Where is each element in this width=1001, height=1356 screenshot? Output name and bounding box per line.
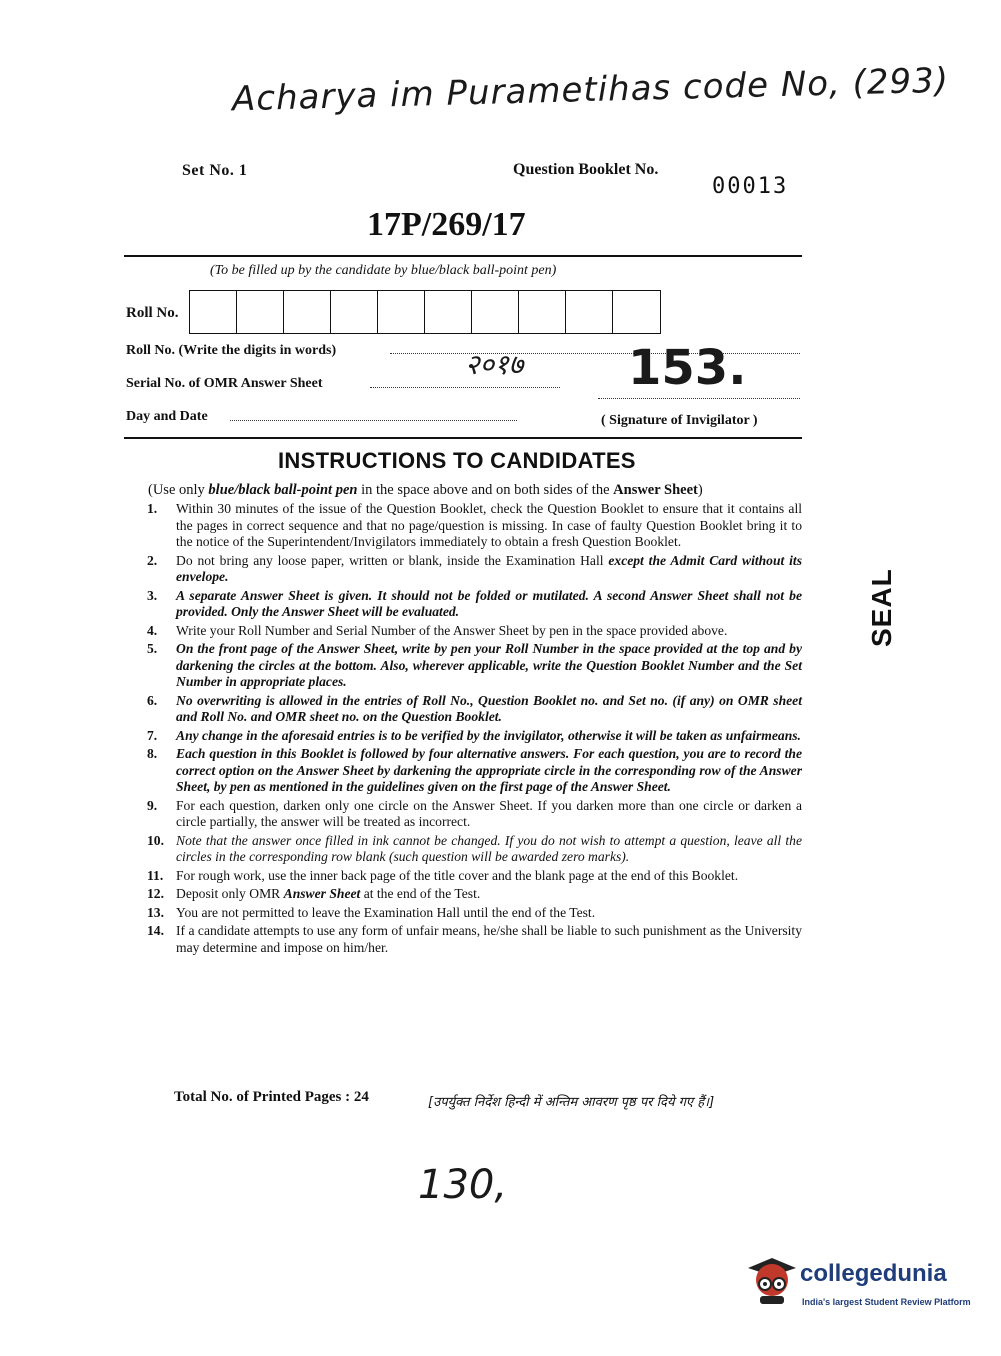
- instruction-text: No overwriting is allowed in the entries of Roll No., Question Booklet no. and Set no. (if any) on OMR sheet and Roll No. and OMR sheet no. on the Question Booklet.: [176, 692, 802, 724]
- instruction-text: If a candidate attempts to use any form of unfair means, he/she shall be liable to such punishment as the University may determine and impose on him/her.: [176, 923, 802, 955]
- instruction-number: 8.: [147, 746, 158, 761]
- instruction-text: A separate Answer Sheet is given. It should not be folded or mutilated. A second Answer Sheet shall not be provided. Only the Answer Sheet will be evaluated.: [176, 587, 802, 619]
- instruction-number: 13.: [147, 904, 164, 920]
- instruction-number: 2.: [147, 552, 158, 568]
- instruction-item: [147, 553, 802, 586]
- instruction-number: 11.: [147, 867, 164, 883]
- instruction-item: [147, 746, 802, 796]
- instruction-item: [147, 833, 802, 866]
- roll-digit-box[interactable]: [566, 291, 613, 333]
- roll-number-boxes[interactable]: [189, 290, 661, 334]
- collegedunia-tagline: India's largest Student Review Platform: [802, 1297, 971, 1307]
- instruction-emphasis: except the Admit Card without its envelope.: [176, 552, 803, 584]
- instruction-plain: Do not bring any loose paper, written or blank, inside the Examination Hall: [176, 552, 609, 568]
- divider-bottom: [124, 437, 802, 439]
- instruction-item: [147, 905, 802, 922]
- instruction-number: 3.: [147, 587, 158, 603]
- intro-text: in the space above and on both sides of the: [357, 482, 614, 498]
- roll-digit-box[interactable]: [519, 291, 566, 333]
- instruction-number: 5.: [147, 641, 158, 656]
- instruction-text: Any change in the aforesaid entries is to be verified by the invigilator, otherwise it will be taken as unfairmeans.: [176, 727, 801, 743]
- instruction-item: [147, 923, 802, 956]
- instruction-item: [147, 728, 802, 745]
- instruction-number: 10.: [147, 832, 164, 848]
- roll-digit-box[interactable]: [284, 291, 331, 333]
- instruction-item: [147, 501, 802, 551]
- instruction-text: On the front page of the Answer Sheet, write by pen your Roll Number in the space provided at the top and by darkening the circles at the bottom. Also, wherever applicable, write the Question Booklet Number and the Set Number in appropriate places.: [176, 641, 802, 689]
- instruction-number: 9.: [147, 797, 158, 813]
- roll-digit-box[interactable]: [425, 291, 472, 333]
- instruction-text: Note that the answer once filled in ink cannot be changed. If you do not wish to attempt a question, leave all the circles in the corresponding row blank (such question will be awarded zero marks).: [176, 832, 802, 864]
- roll-digit-box[interactable]: [613, 291, 660, 333]
- question-booklet-label: Question Booklet No.: [513, 161, 659, 178]
- instruction-text: [176, 553, 802, 586]
- instruction-text: For each question, darken only one circle on the Answer Sheet. If you darken more than one circle or darken a circle partially, the answer will be treated as incorrect.: [176, 797, 802, 829]
- instruction-plain: Deposit only OMR: [176, 886, 284, 901]
- instruction-text: For rough work, use the inner back page of the title cover and the blank page at the end of this Booklet.: [176, 867, 739, 883]
- intro-text: ): [697, 482, 703, 498]
- roll-digit-box[interactable]: [190, 291, 237, 333]
- handwritten-page-number: 130,: [418, 1162, 508, 1208]
- roll-digit-box[interactable]: [378, 291, 425, 333]
- roll-digit-box[interactable]: [331, 291, 378, 333]
- instruction-item: [147, 693, 802, 726]
- instruction-emphasis: Answer Sheet: [283, 886, 361, 901]
- instruction-number: 12.: [147, 886, 164, 901]
- instruction-number: 1.: [147, 501, 158, 516]
- fill-instruction-note: (To be filled up by the candidate by blue/black ball-point pen): [210, 263, 557, 278]
- intro-answer-sheet: Answer Sheet: [613, 482, 698, 498]
- omr-serial-handwritten: 153.: [628, 340, 747, 396]
- roll-number-words-label: Roll No. (Write the digits in words): [126, 343, 337, 358]
- instructions-list: [147, 501, 802, 958]
- instructions-intro: [148, 482, 703, 499]
- invigilator-signature-field[interactable]: [598, 388, 800, 399]
- roll-number-label: Roll No.: [126, 305, 179, 321]
- day-date-label: Day and Date: [126, 409, 208, 424]
- collegedunia-brand: collegedunia: [800, 1260, 947, 1287]
- handwritten-header-note: Acharya im Purametihas code No, (293): [231, 60, 950, 120]
- hindi-instruction-note: [उपर्युक्त निर्देश हिन्दी में अन्तिम आवरण पृष्ठ पर दिये गए हैं।]: [428, 1095, 715, 1110]
- roll-digit-box[interactable]: [472, 291, 519, 333]
- paper-code: 17P/269/17: [367, 206, 526, 243]
- instruction-item: [147, 868, 802, 885]
- instruction-number: 7.: [147, 727, 158, 743]
- omr-serial-label: Serial No. of OMR Answer Sheet: [126, 376, 323, 391]
- roll-number-words-handwritten: २०१७: [465, 348, 524, 381]
- set-number: Set No. 1: [182, 162, 248, 179]
- instruction-item: [147, 886, 802, 903]
- divider-top: [124, 255, 802, 257]
- instruction-number: 4.: [147, 622, 158, 638]
- seal-label: SEAL: [866, 568, 897, 647]
- instruction-item: [147, 623, 802, 640]
- instruction-item: [147, 588, 802, 621]
- instruction-text: Write your Roll Number and Serial Number of the Answer Sheet by pen in the space provided above.: [176, 622, 728, 638]
- total-printed-pages: Total No. of Printed Pages : 24: [174, 1089, 369, 1105]
- omr-serial-field[interactable]: [370, 377, 560, 388]
- instruction-number: 6.: [147, 692, 158, 708]
- instruction-item: [147, 641, 802, 691]
- instructions-heading: INSTRUCTIONS TO CANDIDATES: [278, 448, 636, 473]
- instruction-text: Within 30 minutes of the issue of the Question Booklet, check the Question Booklet to ensure that it contains all the pages in correct sequence and that no page/question is missing. In case of faulty Question Booklet bring it to the notice of the Superintendent/Invigilators immediately to obtain a fresh Question Booklet.: [176, 501, 802, 549]
- instruction-text: Each question in this Booklet is followed by four alternative answers. For each question, you are to record the correct option on the Answer Sheet by darkening the appropriate circle in the corresponding row of the Answer Sheet, by pen as mentioned in the guidelines given on the first page of the Answer Sheet.: [176, 746, 802, 794]
- day-date-field[interactable]: [230, 410, 517, 421]
- question-booklet-number: 00013: [712, 174, 789, 199]
- instruction-item: [147, 798, 802, 831]
- instruction-number: 14.: [147, 923, 164, 938]
- invigilator-signature-label: ( Signature of Invigilator ): [601, 413, 758, 428]
- roll-digit-box[interactable]: [237, 291, 284, 333]
- instruction-plain: at the end of the Test.: [360, 886, 481, 901]
- intro-text: (Use only: [148, 482, 209, 498]
- instruction-text: [176, 886, 802, 903]
- intro-pen-emphasis: blue/black ball-point pen: [208, 482, 358, 498]
- instruction-text: You are not permitted to leave the Examination Hall until the end of the Test.: [176, 904, 596, 920]
